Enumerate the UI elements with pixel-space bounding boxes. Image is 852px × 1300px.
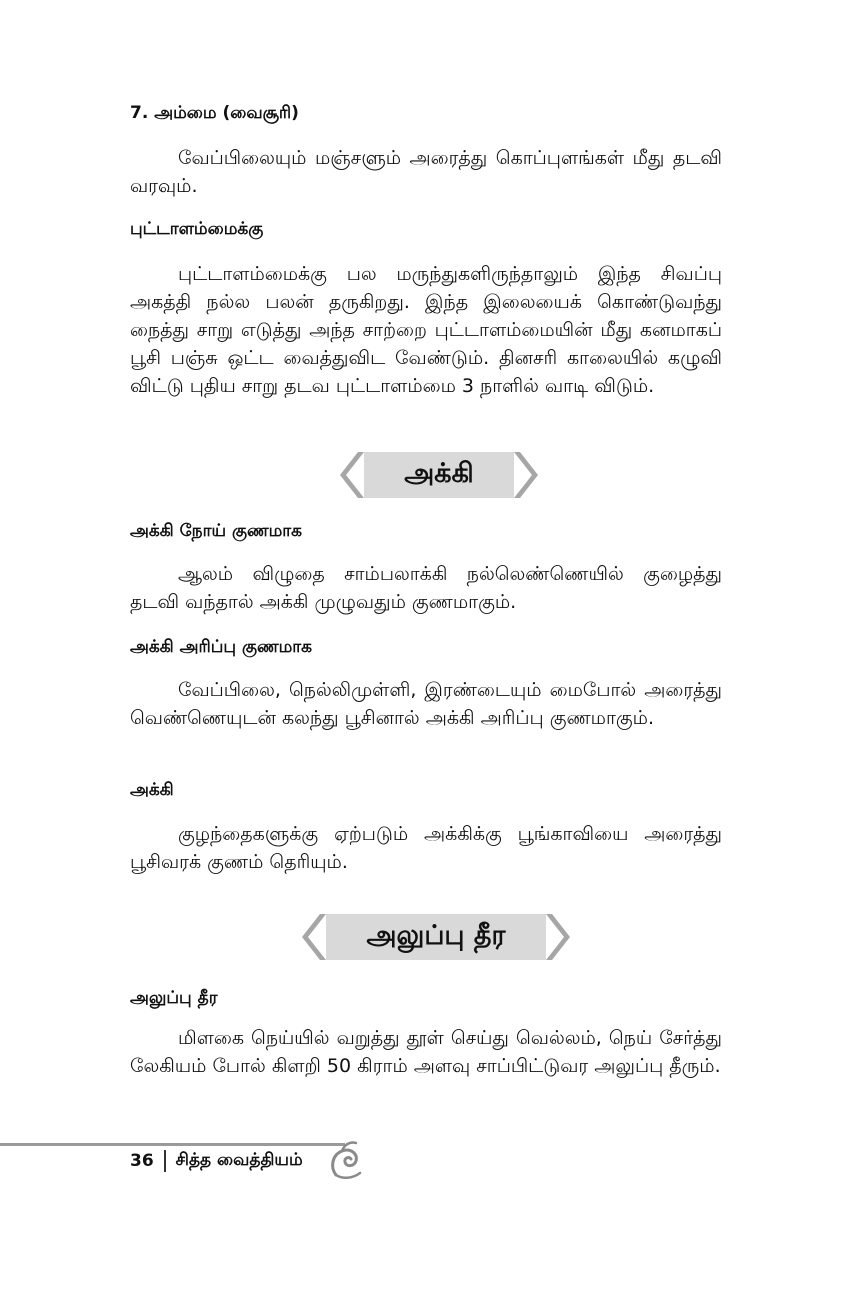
paragraph-akki-noi: ஆலம் விழுதை சாம்பலாக்கி நல்லெண்ணெயில் குழைத்து தடவி வந்தால் அக்கி முழுவதும் குணமாகும்.	[130, 563, 722, 613]
paragraph-aluppu: மிளகை நெய்யில் வறுத்து தூள் செய்து வெல்லம், நெய் சேர்த்து லேகியம் போல் கிளறி 50 கிராம் அளவு சாப்பிட்டுவர அலுப்பு தீரும்.	[130, 1027, 722, 1077]
book-title: சித்த வைத்தியம்	[175, 1150, 303, 1170]
chevron-right-icon	[546, 914, 572, 960]
paragraph-akki-arippu: வேப்பிலை, நெல்லிமுள்ளி, இரண்டையும் மைபோல் அரைத்து வெண்ணெயுடன் கலந்து பூசினால் அக்கி அரிப்பு குணமாகும்.	[130, 679, 722, 729]
chevron-left-icon	[338, 452, 364, 498]
chevron-right-icon	[514, 452, 540, 498]
section-heading-akki-arippu: அக்கி அரிப்பு குணமாக	[130, 637, 313, 657]
section-heading-aluppu: அலுப்பு தீர	[130, 988, 218, 1008]
section-heading-puttalammai: புட்டாளம்மைக்கு	[130, 219, 264, 239]
section-banner-akki	[338, 452, 540, 498]
banner-title-akki: அக்கி	[364, 452, 514, 498]
chevron-left-icon	[300, 914, 326, 960]
decorative-swirl-icon	[328, 1137, 364, 1181]
banner-title-aluppu: அலுப்பு தீர	[326, 914, 546, 960]
section-heading-akki-noi: அக்கி நோய் குணமாக	[130, 521, 303, 541]
page-footer	[130, 1150, 303, 1172]
section-heading-ammai: 7. அம்மை (வைசூரி)	[130, 103, 299, 123]
page-number: 36	[130, 1151, 154, 1171]
footer-divider	[0, 1143, 345, 1146]
section-banner-aluppu	[300, 914, 572, 960]
paragraph-ammai: வேப்பிலையும் மஞ்சளும் அரைத்து கொப்புளங்கள் மீது தடவி வரவும்.	[130, 147, 722, 197]
section-heading-akki: அக்கி	[130, 780, 174, 800]
paragraph-akki: குழந்தைகளுக்கு ஏற்படும் அக்கிக்கு பூங்காவியை அரைத்து பூசிவரக் குணம் தெரியும்.	[130, 823, 722, 873]
footer-separator	[164, 1150, 166, 1172]
paragraph-puttalammai: புட்டாளம்மைக்கு பல மருந்துகளிருந்தாலும் இந்த சிவப்பு அகத்தி நல்ல பலன் தருகிறது. இந்த இலையைக் கொண்டுவந்து நைத்து சாறு எடுத்து அந்த சாற்றை புட்டாளம்மையின் மீது கனமாகப் பூசி பஞ்சு ஒட்ட வைத்துவிட வேண்டும். தினசரி காலையில் கழுவி விட்டு புதிய சாறு தடவ புட்டாளம்மை 3 நாளில் வாடி விடும்.	[130, 263, 722, 397]
